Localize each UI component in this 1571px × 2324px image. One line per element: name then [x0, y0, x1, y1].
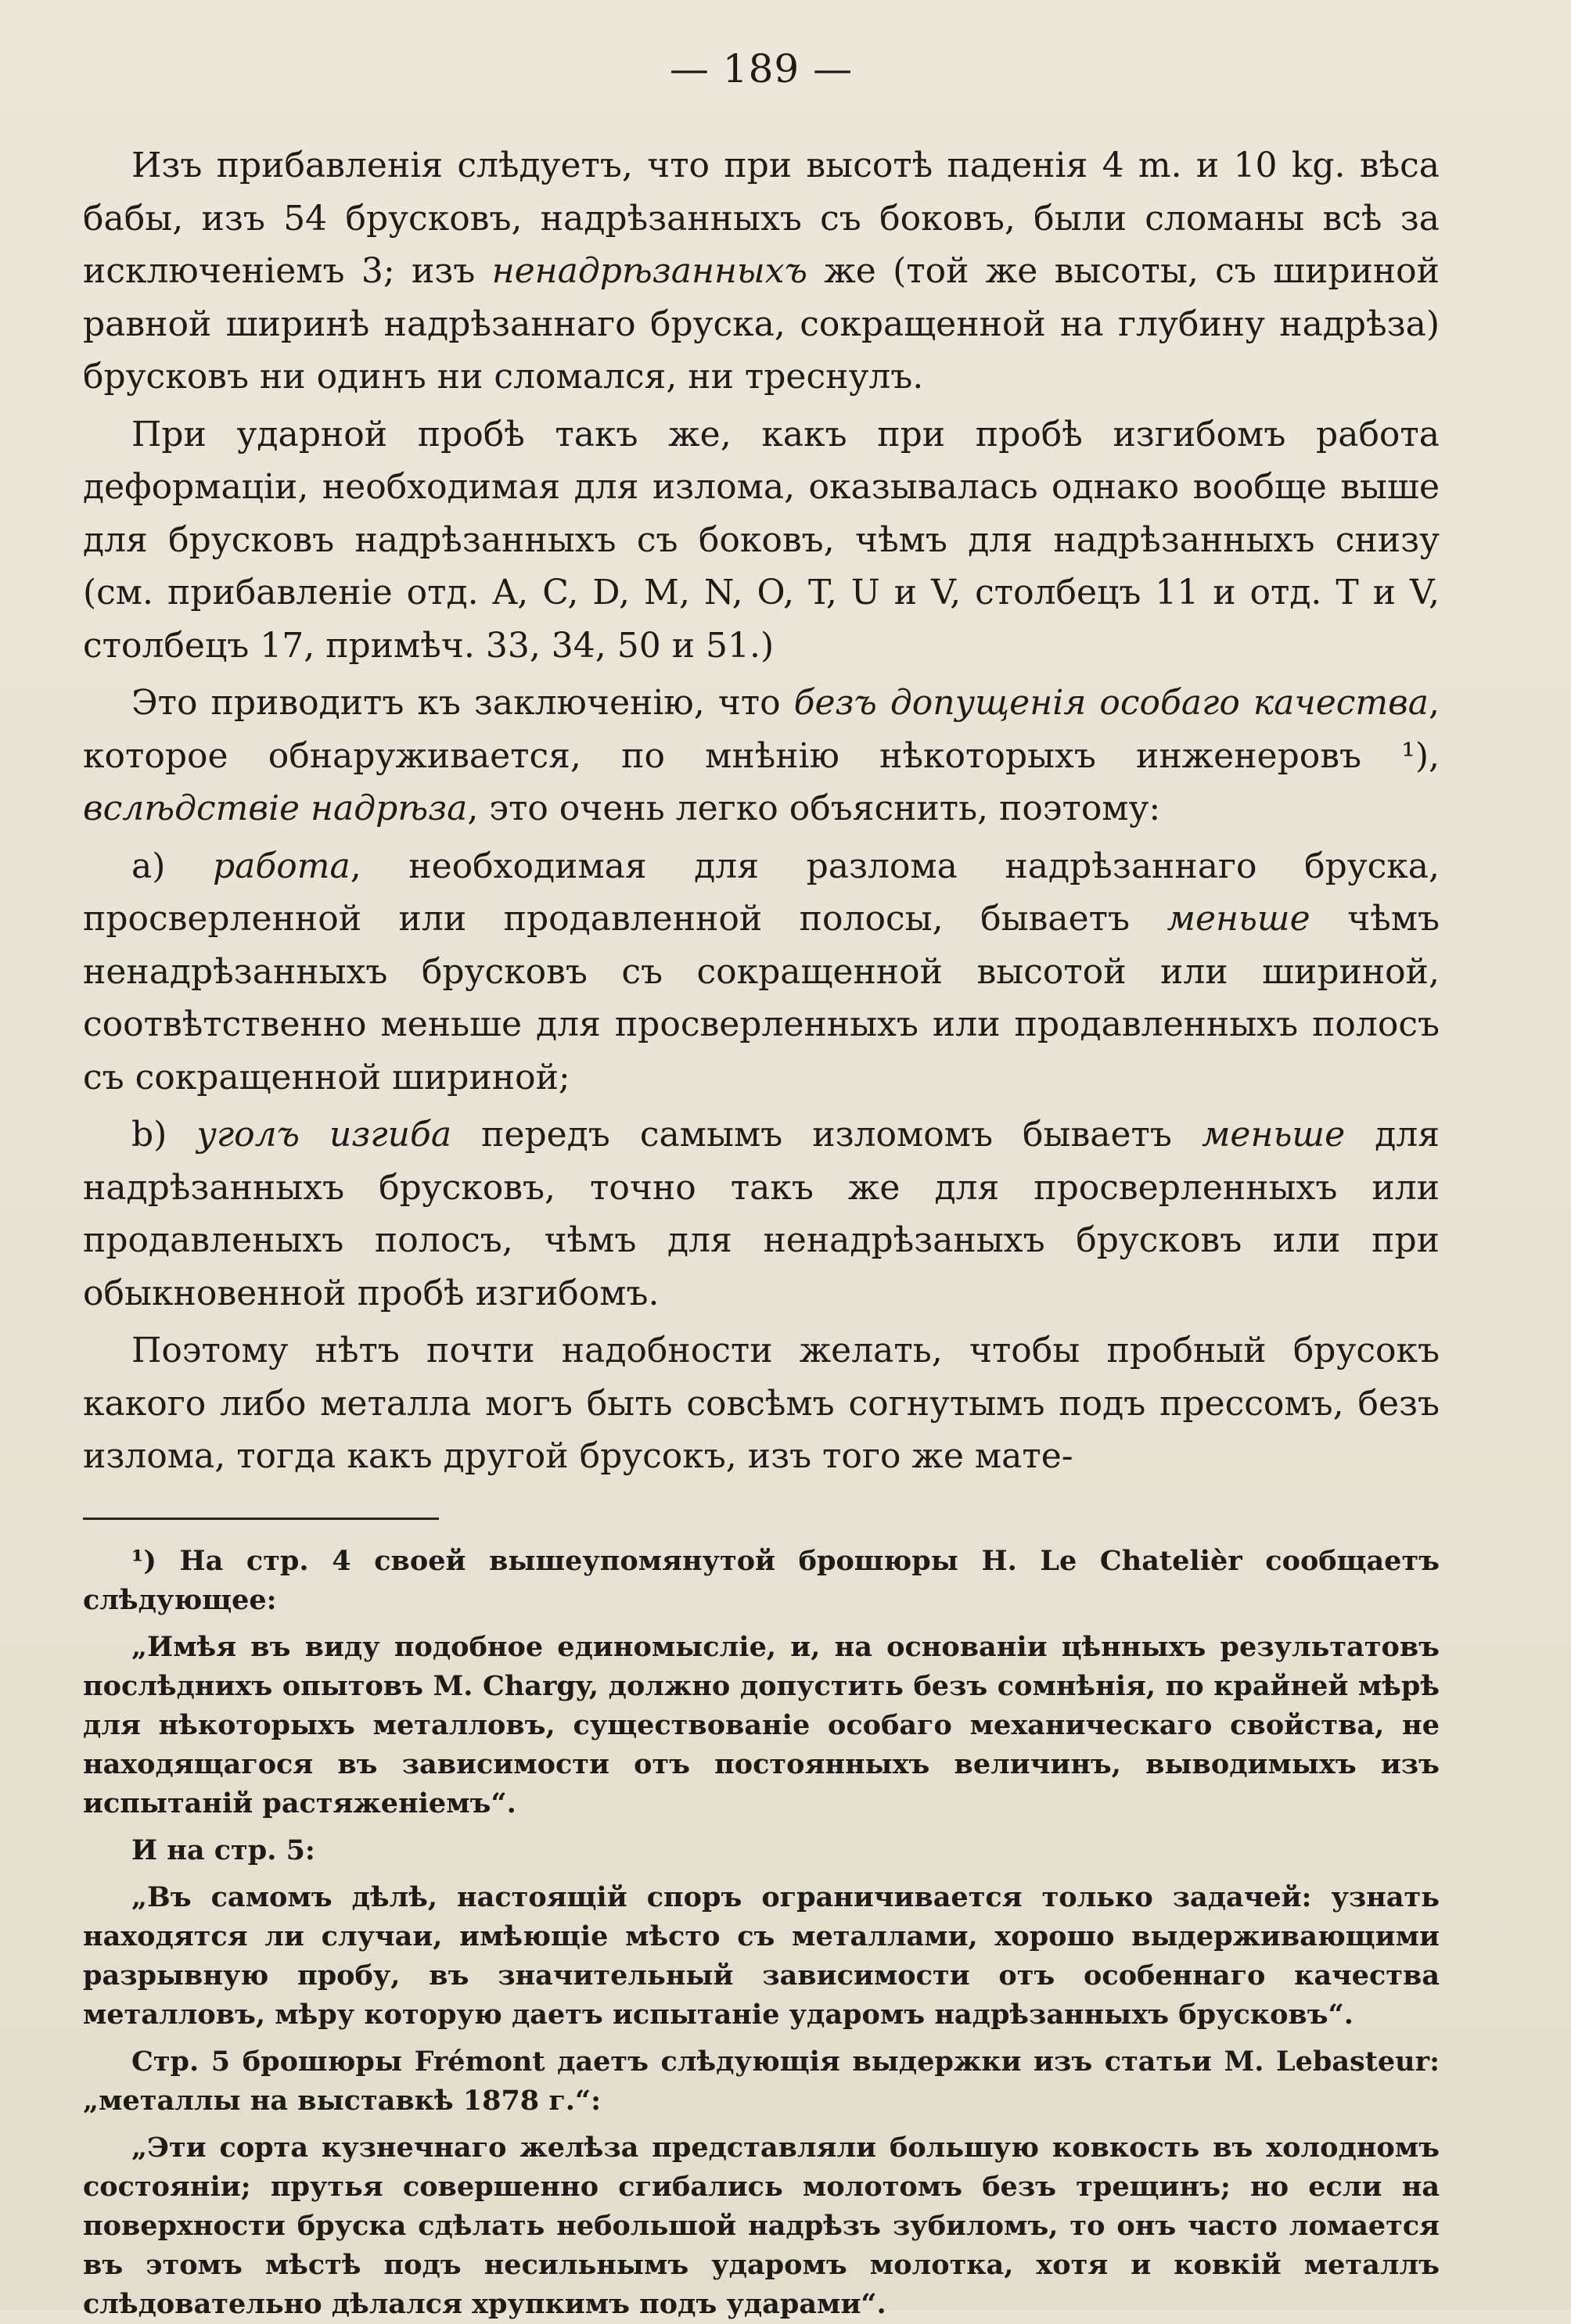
paragraph-1: [83, 139, 1440, 404]
paragraph-3-text: Это приводитъ къ заключенію, что: [131, 683, 794, 723]
list-item-b-text-end: для надрѣзанныхъ брусковъ, точно такъ же для просверленныхъ или продавленыхъ полосъ, чѣмъ для ненадрѣзаныхъ брусковъ или при обыкновенной пробѣ изгибомъ.: [83, 1115, 1440, 1313]
paragraph-1-text: Изъ прибавленія слѣдуетъ, что при высотѣ паденія 4 m. и 10 kg. вѣса бабы, изъ 54 брусковъ, надрѣзанныхъ съ боковъ, были сломаны всѣ за исключеніемъ 3; изъ: [83, 145, 1440, 291]
footnote-1: ¹) На стр. 4 своей вышеупомянутой брошюры H. Le Chatelièr сообщаетъ слѣдующее:: [83, 1544, 1440, 1616]
paragraph-4: Поэтому нѣтъ почти надобности желать, чтобы пробный брусокъ какого либо металла могъ быть совсѣмъ согнутымъ подъ прессомъ, безъ излома, тогда какъ другой брусокъ, изъ того же мате-: [83, 1331, 1440, 1476]
list-item-b-emphasis-1: уголъ изгиба: [196, 1115, 452, 1155]
footnote-divider: [83, 1518, 439, 1520]
list-item-b: [83, 1108, 1440, 1320]
paragraph-3-emphasis-1: безъ допущенія особаго качества: [793, 683, 1429, 723]
list-item-a-emphasis-1: работа: [213, 846, 351, 886]
list-item-a: [83, 840, 1440, 1105]
list-item-a-text-end: чѣмъ ненадрѣзанныхъ брусковъ съ сокращенной высотой или шириной, соотвѣтственно меньше для просверленныхъ или продавленныхъ полосъ съ сокращенной шириной;: [83, 899, 1440, 1097]
paragraph-3: [83, 677, 1440, 835]
list-item-b-emphasis-2: меньше: [1201, 1115, 1346, 1155]
paragraph-3-emphasis-2: вслѣдствіе надрѣза: [83, 788, 468, 828]
footnote-quote-1: „Имѣя въ виду подобное единомысліе, и, на основаніи цѣнныхъ результатовъ послѣднихъ опытовъ M. Chargy, должно допустить безъ сомнѣнія, по крайней мѣрѣ для нѣкоторыхъ металловъ, существованіе особаго механическаго свойства, не находящагося въ зависимости отъ постоянныхъ величинъ, выводимыхъ изъ испытаній растяженіемъ“.: [83, 1630, 1440, 1819]
list-item-a-emphasis-2: меньше: [1167, 899, 1310, 939]
list-item-a-marker: a): [131, 846, 213, 886]
list-item-b-text: передъ самымъ изломомъ бываетъ: [451, 1115, 1202, 1155]
footnote-quote-3: „Эти сорта кузнечнаго желѣза представляли большую ковкость въ холодномъ состояніи; прутья совершенно сгибались молотомъ безъ трещинъ; но если на поверхности бруска сдѣлать небольшой надрѣзъ зубиломъ, то онъ часто ломается въ этомъ мѣстѣ подъ несильнымъ ударомъ молотка, хотя и ковкій металлъ слѣдовательно дѣлался хрупкимъ подъ ударами“.: [83, 2131, 1440, 2320]
list-item-b-marker: b): [131, 1115, 197, 1155]
page-number: — 189 —: [669, 46, 854, 92]
footnote-quote-2: „Въ самомъ дѣлѣ, настоящій споръ ограничивается только задачей: узнать находятся ли случаи, имѣющіе мѣсто съ металлами, хорошо выдерживающими разрывную пробу, въ значительный зависимости отъ особеннаго качества металловъ, мѣру которую даетъ испытаніе ударомъ надрѣзанныхъ брусковъ“.: [83, 1880, 1440, 2031]
paragraph-3-text-mid: , которое обнаруживается, по мнѣнію нѣкоторыхъ инженеровъ ¹),: [83, 683, 1440, 776]
footnote-ref-2: И на стр. 5:: [131, 1834, 315, 1866]
footnote-ref-3: Стр. 5 брошюры Frémont даетъ слѣдующія выдержки изъ статьи M. Lebasteur: „металлы на выставкѣ 1878 г.“:: [83, 2045, 1440, 2117]
paragraph-1-text-end: же (той же высоты, съ шириной равной ширинѣ надрѣзаннаго бруска, сокращенной на глубину надрѣза) брусковъ ни одинъ ни сломался, ни треснулъ.: [83, 251, 1440, 397]
paragraph-2: При ударной пробѣ такъ же, какъ при пробѣ изгибомъ работа деформаціи, необходимая для излома, оказывалась однако вообще выше для брусковъ надрѣзанныхъ съ боковъ, чѣмъ для надрѣзанныхъ снизу (см. прибавленіе отд. A, C, D, M, N, O, T, U и V, столбецъ 11 и отд. T и V, столбецъ 17, примѣч. 33, 34, 50 и 51.): [83, 414, 1440, 666]
paragraph-1-emphasis: ненадрѣзанныхъ: [491, 251, 807, 291]
paragraph-3-text-end: , это очень легко объяснить, поэтому:: [467, 788, 1161, 828]
main-text: [83, 139, 1440, 1483]
list-item-a-text: , необходимая для разлома надрѣзаннаго бруска, просверленной или продавленной полосы, бываетъ: [83, 846, 1440, 939]
footnotes: [83, 1542, 1440, 2324]
